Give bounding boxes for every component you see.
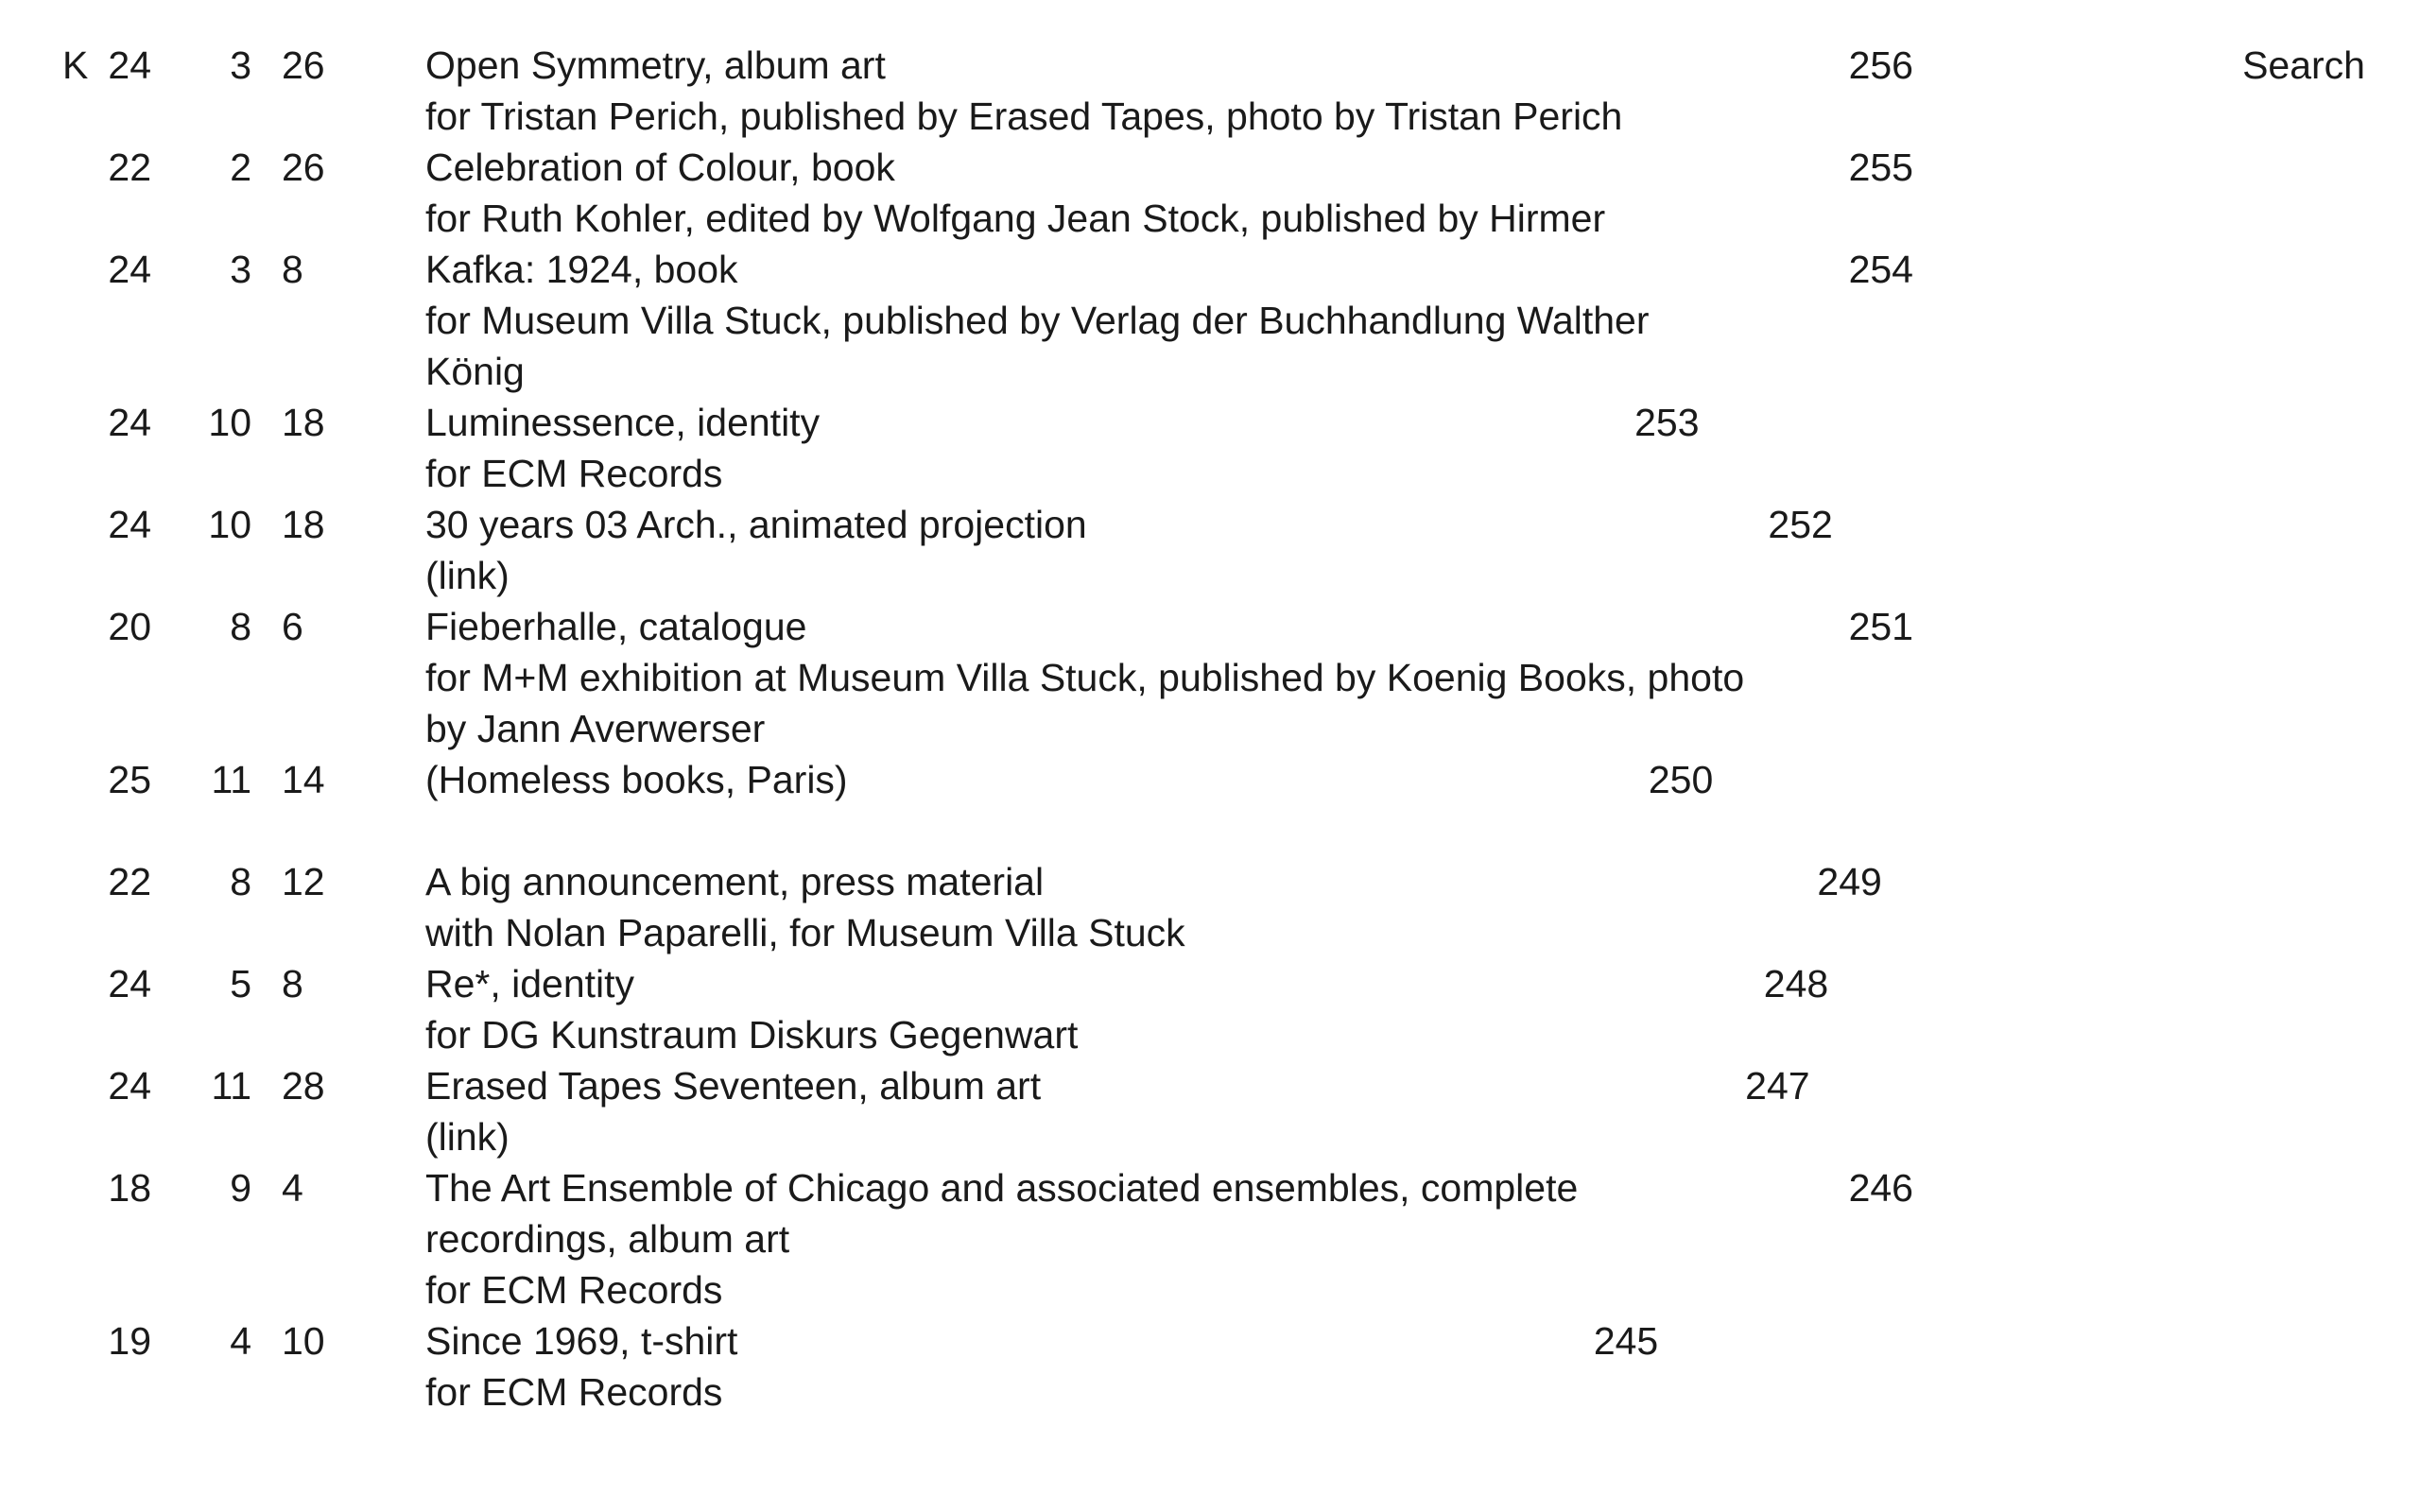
entry-year: 24 [108, 401, 151, 444]
entry-description [352, 1162, 1772, 1315]
entry-description [352, 40, 1772, 142]
entry-month: 10 [208, 401, 251, 444]
entry-number: 245 [1593, 1319, 1659, 1363]
list-item[interactable] [0, 601, 2420, 754]
entry-subtitle: for ECM Records [425, 1268, 723, 1312]
entry-year: 22 [108, 146, 151, 189]
entry-year: 24 [108, 248, 151, 291]
entry-year: 20 [108, 605, 151, 648]
entry-number: 249 [1817, 860, 1882, 903]
entry-title[interactable]: The Art Ensemble of Chicago and associated ensembles, complete recordings, album art [425, 1166, 1579, 1261]
entry-day: 8 [282, 962, 303, 1005]
entry-title[interactable]: 30 years 03 Arch., animated projection [425, 503, 1087, 546]
list-item[interactable] [0, 1162, 2420, 1315]
entry-title[interactable]: Kafka: 1924, book [425, 248, 738, 291]
entry-day: 18 [282, 503, 325, 546]
entry-subtitle: for ECM Records [425, 1370, 723, 1414]
list-item[interactable] [0, 142, 2420, 244]
entry-title[interactable]: Fieberhalle, catalogue [425, 605, 807, 648]
entry-number: 250 [1648, 758, 1714, 801]
entry-description [352, 754, 1571, 805]
entry-number: 253 [1634, 401, 1700, 444]
entry-year: 19 [108, 1319, 151, 1363]
entry-day: 12 [282, 860, 325, 903]
list-item[interactable] [0, 1315, 2420, 1418]
entry-month: 4 [230, 1319, 251, 1363]
entry-month: 5 [230, 962, 251, 1005]
entry-year: 24 [108, 962, 151, 1005]
entry-title[interactable]: Since 1969, t-shirt [425, 1319, 738, 1363]
entry-description [352, 1315, 1516, 1418]
entry-description [352, 397, 1558, 499]
site-logo[interactable]: K [62, 43, 89, 87]
entry-year: 22 [108, 860, 151, 903]
entry-month: 8 [230, 860, 251, 903]
entry-day: 10 [282, 1319, 325, 1363]
entry-title[interactable]: Re*, identity [425, 962, 635, 1005]
entry-day: 6 [282, 605, 303, 648]
entry-month: 11 [211, 758, 251, 801]
list-item[interactable] [0, 40, 2420, 142]
entry-title[interactable]: A big announcement, press material [425, 860, 1045, 903]
entry-month: 9 [230, 1166, 251, 1210]
entry-subtitle: for ECM Records [425, 452, 723, 495]
entry-number: 255 [1848, 146, 1913, 189]
entry-description [352, 142, 1772, 244]
entry-year: 24 [108, 503, 151, 546]
entry-title[interactable]: Open Symmetry, album art [425, 43, 886, 87]
list-item[interactable] [0, 244, 2420, 397]
entry-description [352, 1060, 1668, 1162]
project-list [0, 40, 2420, 1418]
list-spacer [0, 805, 2420, 856]
entry-subtitle: for Tristan Perich, published by Erased Tapes, photo by Tristan Perich [425, 94, 1623, 138]
entry-month: 8 [230, 605, 251, 648]
entry-month: 11 [211, 1064, 251, 1108]
entry-description [352, 856, 1740, 958]
entry-description [352, 958, 1686, 1060]
list-item[interactable] [0, 958, 2420, 1060]
entry-description [352, 244, 1772, 397]
entry-title[interactable]: Luminessence, identity [425, 401, 821, 444]
entry-day: 14 [282, 758, 325, 801]
entry-subtitle: for Ruth Kohler, edited by Wolfgang Jean Stock, published by Hirmer [425, 197, 1606, 240]
entry-subtitle: for DG Kunstraum Diskurs Gegenwart [425, 1013, 1079, 1057]
list-item[interactable] [0, 856, 2420, 958]
entry-month: 3 [230, 43, 251, 87]
entry-number: 246 [1848, 1166, 1913, 1210]
entry-day: 26 [282, 146, 325, 189]
entry-month: 3 [230, 248, 251, 291]
entry-subtitle: (link) [425, 1115, 510, 1159]
entry-subtitle: (link) [425, 554, 510, 597]
entry-number: 251 [1848, 605, 1913, 648]
entry-number: 248 [1763, 962, 1829, 1005]
entry-title[interactable]: (Homeless books, Paris) [425, 758, 848, 801]
entry-number: 254 [1848, 248, 1913, 291]
entry-description [352, 601, 1772, 754]
entry-year: 24 [108, 1064, 151, 1108]
entry-number: 247 [1745, 1064, 1810, 1108]
list-item[interactable] [0, 754, 2420, 805]
entry-subtitle: for M+M exhibition at Museum Villa Stuck, published by Koenig Books, photo by Jann Averwerser [425, 656, 1745, 750]
entry-day: 26 [282, 43, 325, 87]
entry-day: 28 [282, 1064, 325, 1108]
entry-number: 256 [1848, 43, 1913, 87]
list-item[interactable] [0, 1060, 2420, 1162]
entry-day: 4 [282, 1166, 303, 1210]
list-item[interactable] [0, 397, 2420, 499]
entry-year: 18 [108, 1166, 151, 1210]
search-button[interactable]: Search [2242, 43, 2365, 87]
entry-day: 8 [282, 248, 303, 291]
entry-month: 2 [230, 146, 251, 189]
entry-title[interactable]: Erased Tapes Seventeen, album art [425, 1064, 1042, 1108]
entry-subtitle: for Museum Villa Stuck, published by Verlag der Buchhandlung Walther König [425, 299, 1650, 393]
entry-month: 10 [208, 503, 251, 546]
entry-subtitle: with Nolan Paparelli, for Museum Villa Stuck [425, 911, 1185, 954]
entry-number: 252 [1768, 503, 1833, 546]
list-item[interactable] [0, 499, 2420, 601]
entry-year: 25 [108, 758, 151, 801]
entry-year: 24 [108, 43, 151, 87]
entry-day: 18 [282, 401, 325, 444]
entry-description [352, 499, 1691, 601]
entry-title[interactable]: Celebration of Colour, book [425, 146, 895, 189]
